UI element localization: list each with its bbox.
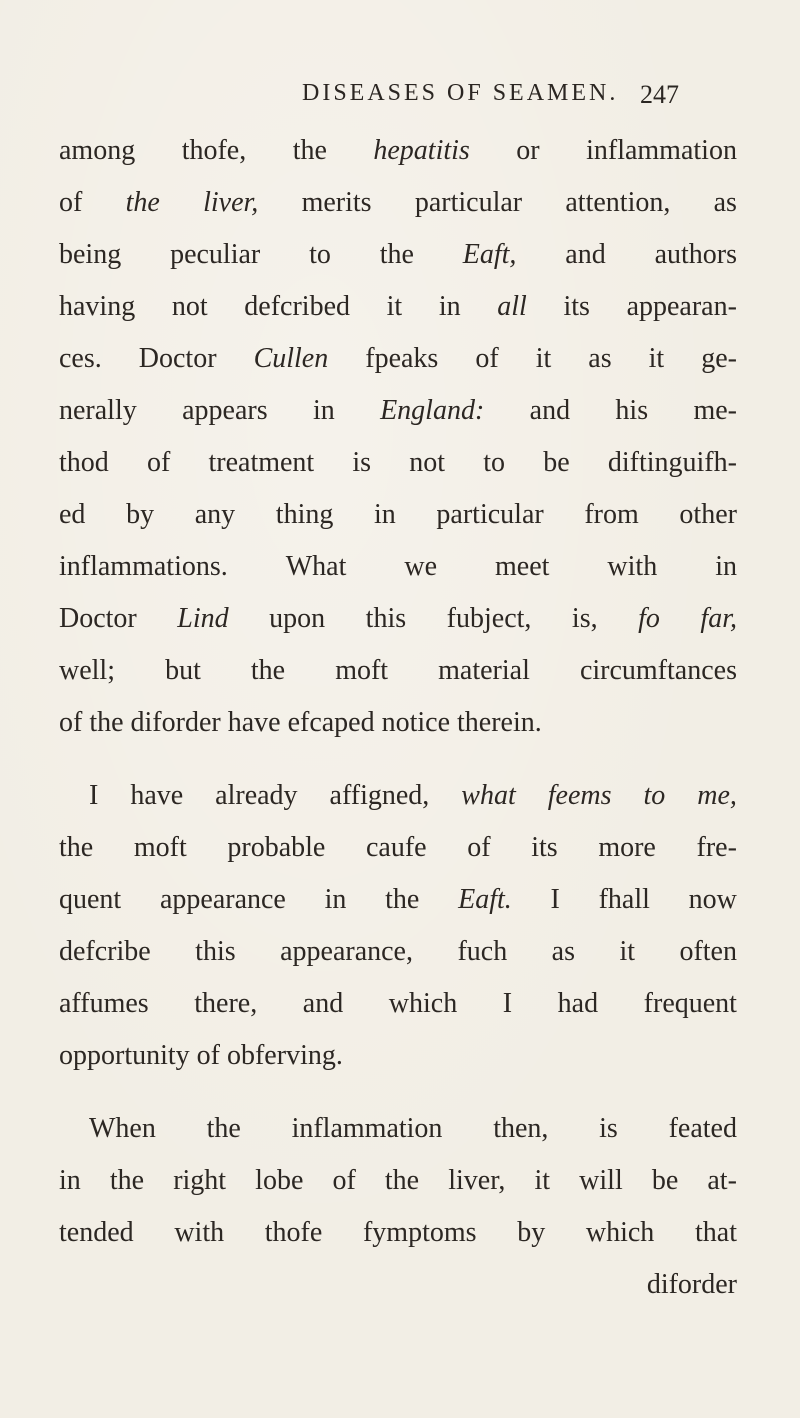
word: at- xyxy=(707,1165,737,1196)
word: moft xyxy=(335,655,389,686)
word: affigned, xyxy=(329,780,430,811)
text-line xyxy=(59,1103,737,1155)
word: the xyxy=(292,135,327,166)
text-line xyxy=(59,822,737,874)
word: circumftances xyxy=(579,655,737,686)
word: fymptoms xyxy=(362,1217,477,1248)
word: fubject, xyxy=(446,603,532,634)
word: merits xyxy=(301,187,372,218)
paragraph xyxy=(59,1103,737,1259)
word: often xyxy=(679,936,737,967)
word: Doctor xyxy=(138,343,217,374)
word: that xyxy=(694,1217,737,1248)
word: I xyxy=(89,780,99,811)
word: is xyxy=(599,1113,618,1144)
word: in xyxy=(374,499,396,530)
word: attention, xyxy=(565,187,671,218)
word: Eaft. xyxy=(458,884,512,915)
word: to xyxy=(309,239,331,270)
paragraph xyxy=(59,770,737,1082)
text-line xyxy=(59,1030,737,1082)
word: thod xyxy=(59,447,109,478)
word: by xyxy=(126,499,155,530)
word: this xyxy=(195,936,236,967)
word: in xyxy=(312,395,335,426)
text-line xyxy=(59,385,737,437)
word: of xyxy=(59,187,83,218)
word: the xyxy=(59,832,94,863)
word: which xyxy=(585,1217,655,1248)
word: opportunity of obferving. xyxy=(59,1040,343,1071)
word: England: xyxy=(380,395,485,426)
word: had xyxy=(557,988,599,1019)
word: now xyxy=(688,884,737,915)
word: any xyxy=(194,499,236,530)
word: diftinguifh- xyxy=(607,447,737,478)
word: the xyxy=(379,239,414,270)
word: defcribed xyxy=(244,291,350,322)
word: is xyxy=(352,447,372,478)
word: having xyxy=(59,291,136,322)
word: and xyxy=(529,395,571,426)
word: upon xyxy=(269,603,326,634)
paragraph-gap xyxy=(59,749,737,770)
word: appearance, xyxy=(280,936,413,967)
catchword-line xyxy=(59,1259,737,1311)
word: of xyxy=(475,343,499,374)
running-head: DISEASES OF SEAMEN. xyxy=(302,80,619,106)
text-line xyxy=(59,697,737,749)
text-line xyxy=(59,926,737,978)
word: inflammations. xyxy=(59,551,228,582)
word: have xyxy=(130,780,184,811)
word: his xyxy=(615,395,649,426)
word: me- xyxy=(693,395,737,426)
word: inflammation xyxy=(291,1113,443,1144)
word: tended xyxy=(59,1217,134,1248)
paragraph-gap xyxy=(59,1082,737,1103)
word: ces. xyxy=(59,343,102,374)
word: thofe xyxy=(264,1217,323,1248)
word: fuch xyxy=(457,936,508,967)
text-line xyxy=(59,1207,737,1259)
word: appearance xyxy=(159,884,286,915)
word: Lind xyxy=(177,603,229,634)
word: fhall xyxy=(598,884,650,915)
text-line xyxy=(59,541,737,593)
word: particular xyxy=(414,187,523,218)
word: treatment xyxy=(208,447,315,478)
text-line xyxy=(59,437,737,489)
word: right xyxy=(173,1165,227,1196)
word: of the diforder have efcaped notice therein. xyxy=(59,707,542,738)
word: its xyxy=(531,832,558,863)
word: not xyxy=(409,447,446,478)
word: in xyxy=(715,551,737,582)
word: peculiar xyxy=(170,239,261,270)
word: in xyxy=(324,884,347,915)
word: its xyxy=(563,291,590,322)
word: particular xyxy=(436,499,544,530)
word: what xyxy=(461,780,516,811)
word: will xyxy=(579,1165,623,1196)
word: inflammation xyxy=(586,135,737,166)
word: fre- xyxy=(696,832,737,863)
word: it xyxy=(619,936,635,967)
word: well; xyxy=(59,655,115,686)
word: with xyxy=(174,1217,225,1248)
word: caufe xyxy=(366,832,427,863)
word: feated xyxy=(668,1113,737,1144)
word: be xyxy=(651,1165,679,1196)
body-text xyxy=(59,125,737,1311)
word: Eaft, xyxy=(462,239,517,270)
text-line xyxy=(59,978,737,1030)
word: lobe xyxy=(255,1165,304,1196)
word: quent xyxy=(59,884,122,915)
word: appears xyxy=(182,395,268,426)
word: among xyxy=(59,135,136,166)
word: already xyxy=(215,780,298,811)
word: liver, xyxy=(448,1165,506,1196)
word: then, xyxy=(493,1113,549,1144)
word: When xyxy=(89,1113,156,1144)
word: this xyxy=(365,603,407,634)
word: Cullen xyxy=(253,343,329,374)
word: Doctor xyxy=(59,603,137,634)
word: thing xyxy=(275,499,334,530)
word: the xyxy=(109,1165,145,1196)
word: as xyxy=(588,343,612,374)
word: of xyxy=(467,832,491,863)
word: as xyxy=(551,936,575,967)
word: not xyxy=(171,291,208,322)
word: me, xyxy=(697,780,737,811)
word: material xyxy=(438,655,530,686)
word: being xyxy=(59,239,122,270)
word: appearan- xyxy=(626,291,737,322)
word: defcribe xyxy=(59,936,151,967)
word: which xyxy=(388,988,458,1019)
text-line xyxy=(59,229,737,281)
word: the xyxy=(385,884,420,915)
paragraph xyxy=(59,125,737,749)
word: it xyxy=(386,291,403,322)
word: to xyxy=(643,780,666,811)
word: hepatitis xyxy=(373,135,470,166)
word: far, xyxy=(700,603,737,634)
word: from xyxy=(584,499,639,530)
word: fpeaks xyxy=(365,343,439,374)
word: and xyxy=(302,988,344,1019)
word: moft xyxy=(133,832,187,863)
word: be xyxy=(543,447,570,478)
word: liver, xyxy=(203,187,259,218)
word: and xyxy=(565,239,606,270)
text-line xyxy=(59,874,737,926)
word: fo xyxy=(638,603,660,634)
word: it xyxy=(534,1165,551,1196)
text-line xyxy=(59,281,737,333)
word: the xyxy=(125,187,160,218)
catchword: diforder xyxy=(646,1269,737,1300)
word: feems xyxy=(547,780,612,811)
word: I xyxy=(502,988,513,1019)
word: but xyxy=(165,655,201,686)
word: ed xyxy=(59,499,86,530)
word: all xyxy=(497,291,527,322)
text-line xyxy=(59,333,737,385)
word: frequent xyxy=(643,988,737,1019)
word: the xyxy=(206,1113,241,1144)
word: we xyxy=(404,551,438,582)
page-number: 247 xyxy=(640,80,679,109)
word: there, xyxy=(194,988,258,1019)
word: authors xyxy=(654,239,737,270)
word: affumes xyxy=(59,988,149,1019)
word: it xyxy=(535,343,552,374)
word: I xyxy=(550,884,560,915)
text-line xyxy=(59,489,737,541)
text-line xyxy=(59,593,737,645)
text-line xyxy=(59,770,737,822)
word: other xyxy=(679,499,737,530)
word: nerally xyxy=(59,395,137,426)
text-line xyxy=(59,1155,737,1207)
word: ge- xyxy=(701,343,737,374)
word: by xyxy=(517,1217,546,1248)
text-line xyxy=(59,645,737,697)
word: What xyxy=(285,551,347,582)
word: probable xyxy=(227,832,326,863)
text-line xyxy=(59,125,737,177)
page-header xyxy=(0,80,800,120)
word: is, xyxy=(571,603,598,634)
word: more xyxy=(598,832,656,863)
word: of xyxy=(146,447,171,478)
word: to xyxy=(483,447,506,478)
word: in xyxy=(59,1165,81,1196)
word: with xyxy=(607,551,658,582)
text-line xyxy=(59,177,737,229)
word: in xyxy=(438,291,461,322)
word: or xyxy=(516,135,540,166)
word: of xyxy=(332,1165,356,1196)
word: thofe, xyxy=(181,135,247,166)
word: as xyxy=(713,187,737,218)
word: the xyxy=(384,1165,420,1196)
word: meet xyxy=(495,551,550,582)
word: it xyxy=(648,343,665,374)
word: the xyxy=(250,655,286,686)
